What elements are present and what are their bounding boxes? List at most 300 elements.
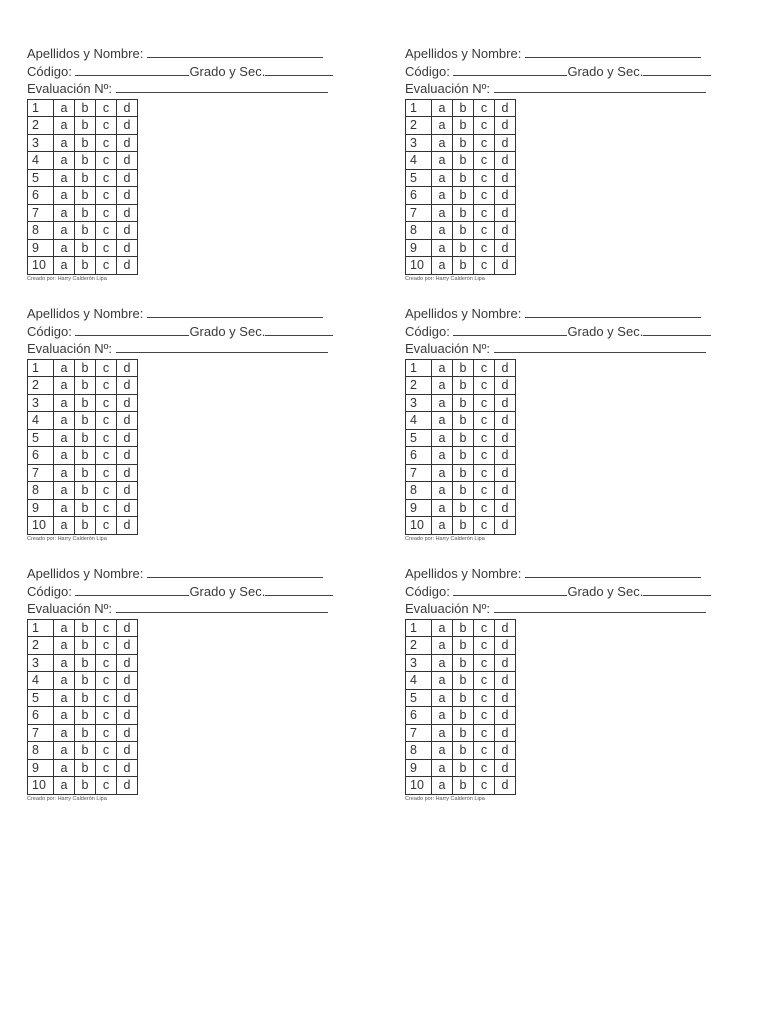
option-a-cell[interactable]: a (54, 742, 75, 760)
answer-row (28, 742, 138, 760)
option-b-cell[interactable]: b (453, 152, 474, 170)
question-number: 1 (406, 359, 432, 377)
evaluation-field[interactable] (116, 80, 328, 93)
option-a-cell[interactable]: a (432, 152, 453, 170)
option-c-cell[interactable]: c (96, 377, 117, 395)
answer-row (28, 429, 138, 447)
option-c-cell[interactable]: c (96, 359, 117, 377)
option-b-cell[interactable]: b (75, 117, 96, 135)
code-label: Código: (405, 323, 450, 339)
option-c-cell[interactable]: c (96, 654, 117, 672)
option-c-cell[interactable]: c (96, 464, 117, 482)
option-b-cell[interactable]: b (453, 499, 474, 517)
option-d-cell[interactable]: d (495, 499, 516, 517)
option-d-cell[interactable]: d (117, 187, 138, 205)
option-d-cell[interactable]: d (495, 759, 516, 777)
answer-row (406, 499, 516, 517)
answer-row (406, 689, 516, 707)
option-a-cell[interactable]: a (432, 637, 453, 655)
code-label: Código: (27, 63, 72, 79)
option-b-cell[interactable]: b (75, 394, 96, 412)
option-a-cell[interactable]: a (54, 777, 75, 795)
option-d-cell[interactable]: d (495, 239, 516, 257)
option-d-cell[interactable]: d (117, 447, 138, 465)
option-a-cell[interactable]: a (432, 394, 453, 412)
option-c-cell[interactable]: c (96, 482, 117, 500)
option-a-cell[interactable]: a (54, 517, 75, 535)
answer-row (28, 239, 138, 257)
option-d-cell[interactable]: d (495, 689, 516, 707)
option-c-cell[interactable]: c (474, 239, 495, 257)
grade-field[interactable] (265, 63, 333, 76)
option-d-cell[interactable]: d (117, 99, 138, 117)
option-c-cell[interactable]: c (474, 619, 495, 637)
option-d-cell[interactable]: d (495, 412, 516, 430)
name-field[interactable] (147, 565, 323, 578)
option-d-cell[interactable]: d (495, 429, 516, 447)
option-a-cell[interactable]: a (54, 134, 75, 152)
option-d-cell[interactable]: d (495, 517, 516, 535)
option-a-cell[interactable]: a (54, 482, 75, 500)
option-b-cell[interactable]: b (453, 377, 474, 395)
option-d-cell[interactable]: d (117, 654, 138, 672)
option-c-cell[interactable]: c (474, 759, 495, 777)
option-d-cell[interactable]: d (495, 204, 516, 222)
option-d-cell[interactable]: d (495, 447, 516, 465)
option-d-cell[interactable]: d (117, 394, 138, 412)
code-grade-row (27, 323, 367, 341)
option-b-cell[interactable]: b (453, 464, 474, 482)
option-d-cell[interactable]: d (117, 517, 138, 535)
option-b-cell[interactable]: b (453, 412, 474, 430)
option-c-cell[interactable]: c (96, 742, 117, 760)
grade-field[interactable] (643, 63, 711, 76)
option-b-cell[interactable]: b (453, 204, 474, 222)
option-c-cell[interactable]: c (474, 672, 495, 690)
option-a-cell[interactable]: a (54, 117, 75, 135)
option-a-cell[interactable]: a (432, 204, 453, 222)
option-a-cell[interactable]: a (54, 637, 75, 655)
option-c-cell[interactable]: c (96, 517, 117, 535)
evaluation-field[interactable] (116, 600, 328, 613)
option-b-cell[interactable]: b (453, 637, 474, 655)
name-field[interactable] (147, 305, 323, 318)
option-b-cell[interactable]: b (75, 134, 96, 152)
code-field[interactable] (75, 583, 189, 596)
option-b-cell[interactable]: b (75, 99, 96, 117)
option-d-cell[interactable]: d (495, 117, 516, 135)
option-b-cell[interactable]: b (453, 394, 474, 412)
code-grade-row (27, 63, 367, 81)
question-number: 5 (28, 169, 54, 187)
option-a-cell[interactable]: a (54, 759, 75, 777)
option-a-cell[interactable]: a (54, 654, 75, 672)
option-d-cell[interactable]: d (495, 672, 516, 690)
answer-row (28, 377, 138, 395)
grade-field[interactable] (643, 323, 711, 336)
option-b-cell[interactable]: b (453, 222, 474, 240)
grade-field[interactable] (265, 323, 333, 336)
question-number: 10 (28, 257, 54, 275)
answer-row (28, 447, 138, 465)
answer-row (406, 99, 516, 117)
option-d-cell[interactable]: d (117, 724, 138, 742)
option-d-cell[interactable]: d (117, 672, 138, 690)
option-c-cell[interactable]: c (96, 134, 117, 152)
option-b-cell[interactable]: b (75, 169, 96, 187)
option-a-cell[interactable]: a (54, 187, 75, 205)
answer-row (406, 394, 516, 412)
option-a-cell[interactable]: a (54, 257, 75, 275)
option-b-cell[interactable]: b (453, 447, 474, 465)
option-d-cell[interactable]: d (117, 499, 138, 517)
option-a-cell[interactable]: a (432, 482, 453, 500)
answer-row (406, 257, 516, 275)
option-c-cell[interactable]: c (96, 707, 117, 725)
answer-row (406, 464, 516, 482)
option-a-cell[interactable]: a (432, 672, 453, 690)
option-d-cell[interactable]: d (117, 742, 138, 760)
option-d-cell[interactable]: d (495, 377, 516, 395)
option-a-cell[interactable]: a (432, 707, 453, 725)
option-a-cell[interactable]: a (54, 724, 75, 742)
option-a-cell[interactable]: a (432, 187, 453, 205)
answer-row (406, 429, 516, 447)
option-a-cell[interactable]: a (54, 429, 75, 447)
option-a-cell[interactable]: a (432, 742, 453, 760)
option-a-cell[interactable]: a (54, 672, 75, 690)
option-c-cell[interactable]: c (96, 222, 117, 240)
option-d-cell[interactable]: d (495, 187, 516, 205)
option-a-cell[interactable]: a (432, 117, 453, 135)
option-c-cell[interactable]: c (474, 654, 495, 672)
option-a-cell[interactable]: a (432, 429, 453, 447)
name-row (405, 565, 745, 583)
option-b-cell[interactable]: b (453, 359, 474, 377)
option-b-cell[interactable]: b (453, 117, 474, 135)
code-field[interactable] (453, 63, 567, 76)
option-b-cell[interactable]: b (75, 464, 96, 482)
question-number: 5 (28, 689, 54, 707)
option-b-cell[interactable]: b (75, 707, 96, 725)
option-c-cell[interactable]: c (474, 117, 495, 135)
option-c-cell[interactable]: c (474, 99, 495, 117)
option-a-cell[interactable]: a (432, 169, 453, 187)
option-a-cell[interactable]: a (432, 759, 453, 777)
option-c-cell[interactable]: c (96, 689, 117, 707)
option-d-cell[interactable]: d (495, 152, 516, 170)
option-c-cell[interactable]: c (96, 672, 117, 690)
option-b-cell[interactable]: b (75, 447, 96, 465)
option-b-cell[interactable]: b (453, 187, 474, 205)
answer-row (28, 482, 138, 500)
name-field[interactable] (525, 305, 701, 318)
option-b-cell[interactable]: b (75, 619, 96, 637)
option-a-cell[interactable]: a (432, 222, 453, 240)
option-a-cell[interactable]: a (432, 619, 453, 637)
option-d-cell[interactable]: d (117, 169, 138, 187)
option-c-cell[interactable]: c (474, 707, 495, 725)
option-c-cell[interactable]: c (96, 204, 117, 222)
option-c-cell[interactable]: c (474, 777, 495, 795)
name-field[interactable] (147, 45, 323, 58)
option-c-cell[interactable]: c (96, 724, 117, 742)
option-d-cell[interactable]: d (495, 394, 516, 412)
option-c-cell[interactable]: c (96, 117, 117, 135)
option-c-cell[interactable]: c (474, 187, 495, 205)
option-a-cell[interactable]: a (54, 204, 75, 222)
option-d-cell[interactable]: d (117, 377, 138, 395)
option-c-cell[interactable]: c (96, 429, 117, 447)
answer-grid (405, 359, 516, 535)
code-field[interactable] (75, 63, 189, 76)
option-c-cell[interactable]: c (474, 134, 495, 152)
option-c-cell[interactable]: c (474, 429, 495, 447)
option-b-cell[interactable]: b (453, 672, 474, 690)
option-b-cell[interactable]: b (75, 204, 96, 222)
option-b-cell[interactable]: b (453, 742, 474, 760)
option-b-cell[interactable]: b (75, 412, 96, 430)
answer-row (28, 724, 138, 742)
option-c-cell[interactable]: c (474, 464, 495, 482)
option-c-cell[interactable]: c (474, 499, 495, 517)
option-d-cell[interactable]: d (495, 99, 516, 117)
option-a-cell[interactable]: a (54, 99, 75, 117)
option-c-cell[interactable]: c (474, 742, 495, 760)
option-a-cell[interactable]: a (432, 412, 453, 430)
grade-field[interactable] (265, 583, 333, 596)
option-d-cell[interactable]: d (117, 412, 138, 430)
option-b-cell[interactable]: b (75, 429, 96, 447)
option-d-cell[interactable]: d (117, 464, 138, 482)
option-b-cell[interactable]: b (453, 482, 474, 500)
option-d-cell[interactable]: d (495, 742, 516, 760)
option-b-cell[interactable]: b (75, 239, 96, 257)
option-b-cell[interactable]: b (453, 759, 474, 777)
code-field[interactable] (453, 583, 567, 596)
question-number: 6 (406, 707, 432, 725)
option-b-cell[interactable]: b (453, 654, 474, 672)
code-grade-row (405, 323, 745, 341)
grade-field[interactable] (643, 583, 711, 596)
option-c-cell[interactable]: c (96, 187, 117, 205)
option-a-cell[interactable]: a (432, 377, 453, 395)
option-b-cell[interactable]: b (75, 689, 96, 707)
option-d-cell[interactable]: d (117, 777, 138, 795)
option-a-cell[interactable]: a (54, 689, 75, 707)
option-c-cell[interactable]: c (474, 204, 495, 222)
option-c-cell[interactable]: c (96, 239, 117, 257)
option-b-cell[interactable]: b (75, 359, 96, 377)
option-b-cell[interactable]: b (75, 187, 96, 205)
option-c-cell[interactable]: c (474, 169, 495, 187)
option-c-cell[interactable]: c (474, 152, 495, 170)
answer-row (28, 464, 138, 482)
option-b-cell[interactable]: b (75, 724, 96, 742)
option-c-cell[interactable]: c (96, 499, 117, 517)
option-a-cell[interactable]: a (54, 412, 75, 430)
option-a-cell[interactable]: a (54, 359, 75, 377)
option-b-cell[interactable]: b (453, 239, 474, 257)
evaluation-field[interactable] (116, 340, 328, 353)
option-d-cell[interactable]: d (495, 619, 516, 637)
option-b-cell[interactable]: b (453, 257, 474, 275)
evaluation-field[interactable] (494, 600, 706, 613)
option-d-cell[interactable]: d (495, 257, 516, 275)
option-b-cell[interactable]: b (453, 134, 474, 152)
option-a-cell[interactable]: a (432, 239, 453, 257)
option-d-cell[interactable]: d (117, 759, 138, 777)
option-c-cell[interactable]: c (474, 517, 495, 535)
option-d-cell[interactable]: d (117, 707, 138, 725)
option-b-cell[interactable]: b (75, 499, 96, 517)
option-a-cell[interactable]: a (54, 152, 75, 170)
option-d-cell[interactable]: d (117, 689, 138, 707)
option-d-cell[interactable]: d (495, 169, 516, 187)
evaluation-label: Evaluación Nº: (27, 341, 112, 356)
option-b-cell[interactable]: b (75, 377, 96, 395)
option-d-cell[interactable]: d (495, 654, 516, 672)
option-c-cell[interactable]: c (474, 412, 495, 430)
code-field[interactable] (453, 323, 567, 336)
option-a-cell[interactable]: a (432, 99, 453, 117)
option-a-cell[interactable]: a (54, 619, 75, 637)
option-b-cell[interactable]: b (453, 724, 474, 742)
option-a-cell[interactable]: a (432, 464, 453, 482)
option-b-cell[interactable]: b (75, 759, 96, 777)
option-c-cell[interactable]: c (474, 359, 495, 377)
option-a-cell[interactable]: a (432, 499, 453, 517)
evaluation-field[interactable] (494, 80, 706, 93)
name-field[interactable] (525, 45, 701, 58)
option-d-cell[interactable]: d (117, 359, 138, 377)
option-a-cell[interactable]: a (432, 517, 453, 535)
option-d-cell[interactable]: d (495, 134, 516, 152)
option-b-cell[interactable]: b (453, 517, 474, 535)
question-number: 8 (406, 482, 432, 500)
option-c-cell[interactable]: c (474, 257, 495, 275)
option-d-cell[interactable]: d (117, 222, 138, 240)
option-c-cell[interactable]: c (96, 759, 117, 777)
option-c-cell[interactable]: c (474, 637, 495, 655)
option-d-cell[interactable]: d (117, 239, 138, 257)
option-c-cell[interactable]: c (474, 447, 495, 465)
option-b-cell[interactable]: b (75, 222, 96, 240)
option-b-cell[interactable]: b (75, 517, 96, 535)
option-a-cell[interactable]: a (54, 464, 75, 482)
option-d-cell[interactable]: d (117, 204, 138, 222)
option-a-cell[interactable]: a (432, 654, 453, 672)
option-d-cell[interactable]: d (495, 482, 516, 500)
option-c-cell[interactable]: c (96, 394, 117, 412)
option-d-cell[interactable]: d (117, 429, 138, 447)
option-d-cell[interactable]: d (117, 257, 138, 275)
answer-row (406, 359, 516, 377)
option-a-cell[interactable]: a (54, 394, 75, 412)
option-b-cell[interactable]: b (75, 257, 96, 275)
option-b-cell[interactable]: b (453, 619, 474, 637)
option-d-cell[interactable]: d (117, 637, 138, 655)
option-d-cell[interactable]: d (495, 777, 516, 795)
option-b-cell[interactable]: b (453, 777, 474, 795)
option-c-cell[interactable]: c (96, 412, 117, 430)
option-a-cell[interactable]: a (54, 239, 75, 257)
option-a-cell[interactable]: a (432, 724, 453, 742)
option-c-cell[interactable]: c (96, 152, 117, 170)
answer-sheet (27, 305, 367, 543)
option-d-cell[interactable]: d (495, 222, 516, 240)
option-a-cell[interactable]: a (432, 134, 453, 152)
option-c-cell[interactable]: c (96, 777, 117, 795)
option-d-cell[interactable]: d (117, 117, 138, 135)
option-b-cell[interactable]: b (75, 742, 96, 760)
option-c-cell[interactable]: c (474, 222, 495, 240)
option-b-cell[interactable]: b (75, 482, 96, 500)
option-d-cell[interactable]: d (117, 134, 138, 152)
option-a-cell[interactable]: a (432, 257, 453, 275)
question-number: 4 (28, 412, 54, 430)
option-d-cell[interactable]: d (117, 482, 138, 500)
option-c-cell[interactable]: c (474, 377, 495, 395)
option-c-cell[interactable]: c (96, 637, 117, 655)
option-d-cell[interactable]: d (117, 619, 138, 637)
name-field[interactable] (525, 565, 701, 578)
option-a-cell[interactable]: a (54, 377, 75, 395)
option-b-cell[interactable]: b (75, 672, 96, 690)
option-c-cell[interactable]: c (474, 394, 495, 412)
option-b-cell[interactable]: b (75, 654, 96, 672)
option-c-cell[interactable]: c (474, 724, 495, 742)
question-number: 5 (406, 169, 432, 187)
option-d-cell[interactable]: d (495, 464, 516, 482)
option-a-cell[interactable]: a (54, 169, 75, 187)
option-d-cell[interactable]: d (495, 637, 516, 655)
option-a-cell[interactable]: a (432, 777, 453, 795)
option-b-cell[interactable]: b (453, 169, 474, 187)
option-b-cell[interactable]: b (75, 777, 96, 795)
option-a-cell[interactable]: a (54, 707, 75, 725)
option-d-cell[interactable]: d (117, 152, 138, 170)
option-a-cell[interactable]: a (432, 689, 453, 707)
option-c-cell[interactable]: c (96, 447, 117, 465)
option-d-cell[interactable]: d (495, 724, 516, 742)
option-c-cell[interactable]: c (474, 689, 495, 707)
option-b-cell[interactable]: b (453, 707, 474, 725)
option-b-cell[interactable]: b (453, 99, 474, 117)
option-b-cell[interactable]: b (75, 152, 96, 170)
option-a-cell[interactable]: a (54, 447, 75, 465)
option-c-cell[interactable]: c (96, 169, 117, 187)
option-a-cell[interactable]: a (432, 359, 453, 377)
evaluation-field[interactable] (494, 340, 706, 353)
option-b-cell[interactable]: b (453, 429, 474, 447)
option-a-cell[interactable]: a (54, 222, 75, 240)
option-c-cell[interactable]: c (96, 619, 117, 637)
option-b-cell[interactable]: b (453, 689, 474, 707)
option-c-cell[interactable]: c (96, 257, 117, 275)
option-a-cell[interactable]: a (54, 499, 75, 517)
option-c-cell[interactable]: c (96, 99, 117, 117)
option-d-cell[interactable]: d (495, 707, 516, 725)
code-field[interactable] (75, 323, 189, 336)
option-d-cell[interactable]: d (495, 359, 516, 377)
name-label: Apellidos y Nombre: (27, 306, 144, 321)
option-b-cell[interactable]: b (75, 637, 96, 655)
option-c-cell[interactable]: c (474, 482, 495, 500)
answer-row (406, 117, 516, 135)
option-a-cell[interactable]: a (432, 447, 453, 465)
answer-row (406, 152, 516, 170)
